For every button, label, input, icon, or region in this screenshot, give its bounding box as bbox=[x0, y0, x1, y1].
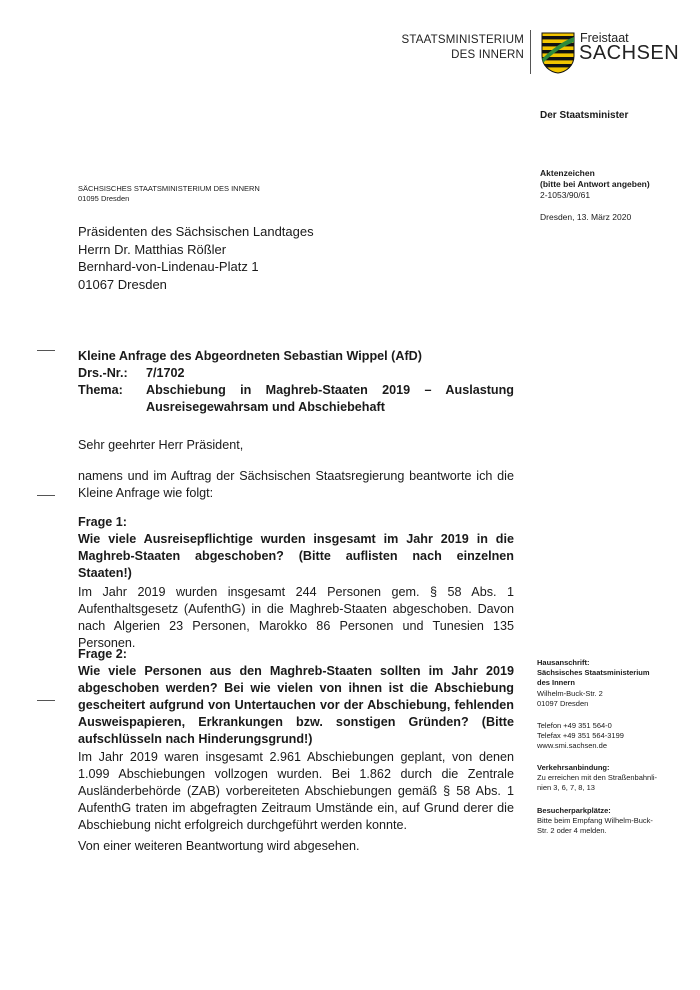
reference-hint: (bitte bei Antwort angeben) bbox=[540, 179, 650, 189]
contact-web: www.smi.sachsen.de bbox=[537, 741, 608, 751]
subject-block bbox=[78, 348, 514, 416]
drs-label: Drs.-Nr.: bbox=[78, 366, 128, 380]
question-1-label: Frage 1: bbox=[78, 515, 127, 529]
subject-title: Kleine Anfrage des Abgeordneten Sebastian Wippel (AfD) bbox=[78, 349, 422, 363]
saxony-crest-icon bbox=[541, 32, 575, 74]
answer-1-text: Im Jahr 2019 wurden insgesamt 244 Personen gem. § 58 Abs. 1 Aufenthaltsgesetz (AufenthG) in die Maghreb-Staaten abgeschoben. Davon nach Algerien 23 Personen, Marokko 86 Personen und Tunesien 135 Personen. bbox=[78, 585, 514, 650]
fold-mark bbox=[37, 350, 55, 351]
minister-title: Der Staatsminister bbox=[540, 110, 629, 121]
transit-line1: Zu erreichen mit den Straßenbahnli- bbox=[537, 773, 658, 783]
sender-city: 01095 Dresden bbox=[78, 194, 130, 203]
topic-value: Abschiebung in Maghreb-Staaten 2019 – Auslastung Ausreisegewahrsam und Abschiebehaft bbox=[146, 383, 514, 414]
transit-line2: nien 3, 6, 7, 8, 13 bbox=[537, 783, 595, 793]
letter-date: Dresden, 13. März 2020 bbox=[540, 212, 632, 222]
topic-label: Thema: bbox=[78, 383, 123, 397]
logo-divider bbox=[530, 30, 531, 74]
parking-line1: Bitte beim Empfang Wilhelm-Buck- bbox=[537, 816, 653, 826]
address-label: Hausanschrift: bbox=[537, 658, 590, 667]
question-1-text: Wie viele Ausreisepflichtige wurden insgesamt im Jahr 2019 in die Maghreb-Staaten abgeschoben? (Bitte auflisten nach einzelnen Staaten!) bbox=[78, 532, 514, 580]
recipient-address bbox=[78, 223, 314, 293]
parking-label: Besucherparkplätze: bbox=[537, 806, 611, 815]
parking-line2: Str. 2 oder 4 melden. bbox=[537, 826, 607, 836]
recipient-line1: Präsidenten des Sächsischen Landtages bbox=[78, 224, 314, 239]
contact-phone: Telefon +49 351 564-0 bbox=[537, 721, 612, 730]
ministry-name-line1: STAATSMINISTERIUM bbox=[401, 34, 524, 46]
contact-fax: Telefax +49 351 564-3199 bbox=[537, 731, 624, 741]
logo-sachsen: SACHSEN bbox=[579, 42, 680, 64]
drs-value: 7/1702 bbox=[146, 366, 185, 380]
closing-paragraph: Von einer weiteren Beantwortung wird abgesehen. bbox=[78, 839, 360, 853]
address-street: Wilhelm-Buck-Str. 2 bbox=[537, 688, 603, 698]
question-2-label: Frage 2: bbox=[78, 647, 127, 661]
contact-phone-block bbox=[537, 721, 624, 752]
logo-freistaat: Freistaat bbox=[580, 31, 629, 45]
salutation: Sehr geehrter Herr Präsident, bbox=[78, 438, 244, 452]
contact-parking bbox=[537, 806, 653, 837]
recipient-line3: Bernhard-von-Lindenau-Platz 1 bbox=[78, 259, 259, 274]
ministry-name bbox=[402, 33, 524, 63]
reference-label: Aktenzeichen bbox=[540, 168, 595, 178]
answer-2-text: Im Jahr 2019 waren insgesamt 2.961 Abschiebungen geplant, von denen 1.099 Abschiebungen vollzogen wurden. Bei 1.862 durch die Zentrale Ausländerbehörde (ZAB) vorbereiteten Abschiebungen gemäß § 58 Abs. 1 AufenthG traten im abgefragten Zeitraum Umstände ein, auf Grund derer die Abschiebung nicht erfolgreich durchgeführt werden konnte. bbox=[78, 750, 514, 832]
transit-label: Verkehrsanbindung: bbox=[537, 763, 610, 772]
contact-transit bbox=[537, 763, 657, 794]
fold-mark bbox=[37, 700, 55, 701]
recipient-line4: 01067 Dresden bbox=[78, 276, 167, 292]
sender-line bbox=[78, 184, 260, 204]
address-city: 01097 Dresden bbox=[537, 698, 589, 708]
ministry-name-line2: DES INNERN bbox=[451, 49, 524, 61]
intro-paragraph: namens und im Auftrag der Sächsischen Staatsregierung beantworte ich die Kleine Anfrage wie folgt: bbox=[78, 469, 514, 500]
fold-mark bbox=[37, 495, 55, 496]
address-org-line1: Sächsisches Staatsministerium bbox=[537, 668, 650, 678]
reference-number: 2-1053/90/61 bbox=[540, 190, 591, 200]
question-2-text: Wie viele Personen aus den Maghreb-Staaten sollten im Jahr 2019 abgeschoben werden? Bei wie vielen von ihnen ist die Abschiebung gescheitert aufgrund von Untertauchen vor der Abschiebung, fehlenden Ausweispapieren, Erkrankungen bzw. sonstigen Gründen? (Bitte aufschlüsseln nach Hinderungsgrund!) bbox=[78, 664, 514, 746]
contact-address bbox=[537, 658, 650, 709]
recipient-line2: Herrn Dr. Matthias Rößler bbox=[78, 241, 227, 257]
reference-block bbox=[540, 168, 650, 201]
address-org-line2: des Innern bbox=[537, 678, 575, 688]
sender-name: SÄCHSISCHES STAATSMINISTERIUM DES INNERN bbox=[78, 184, 260, 193]
